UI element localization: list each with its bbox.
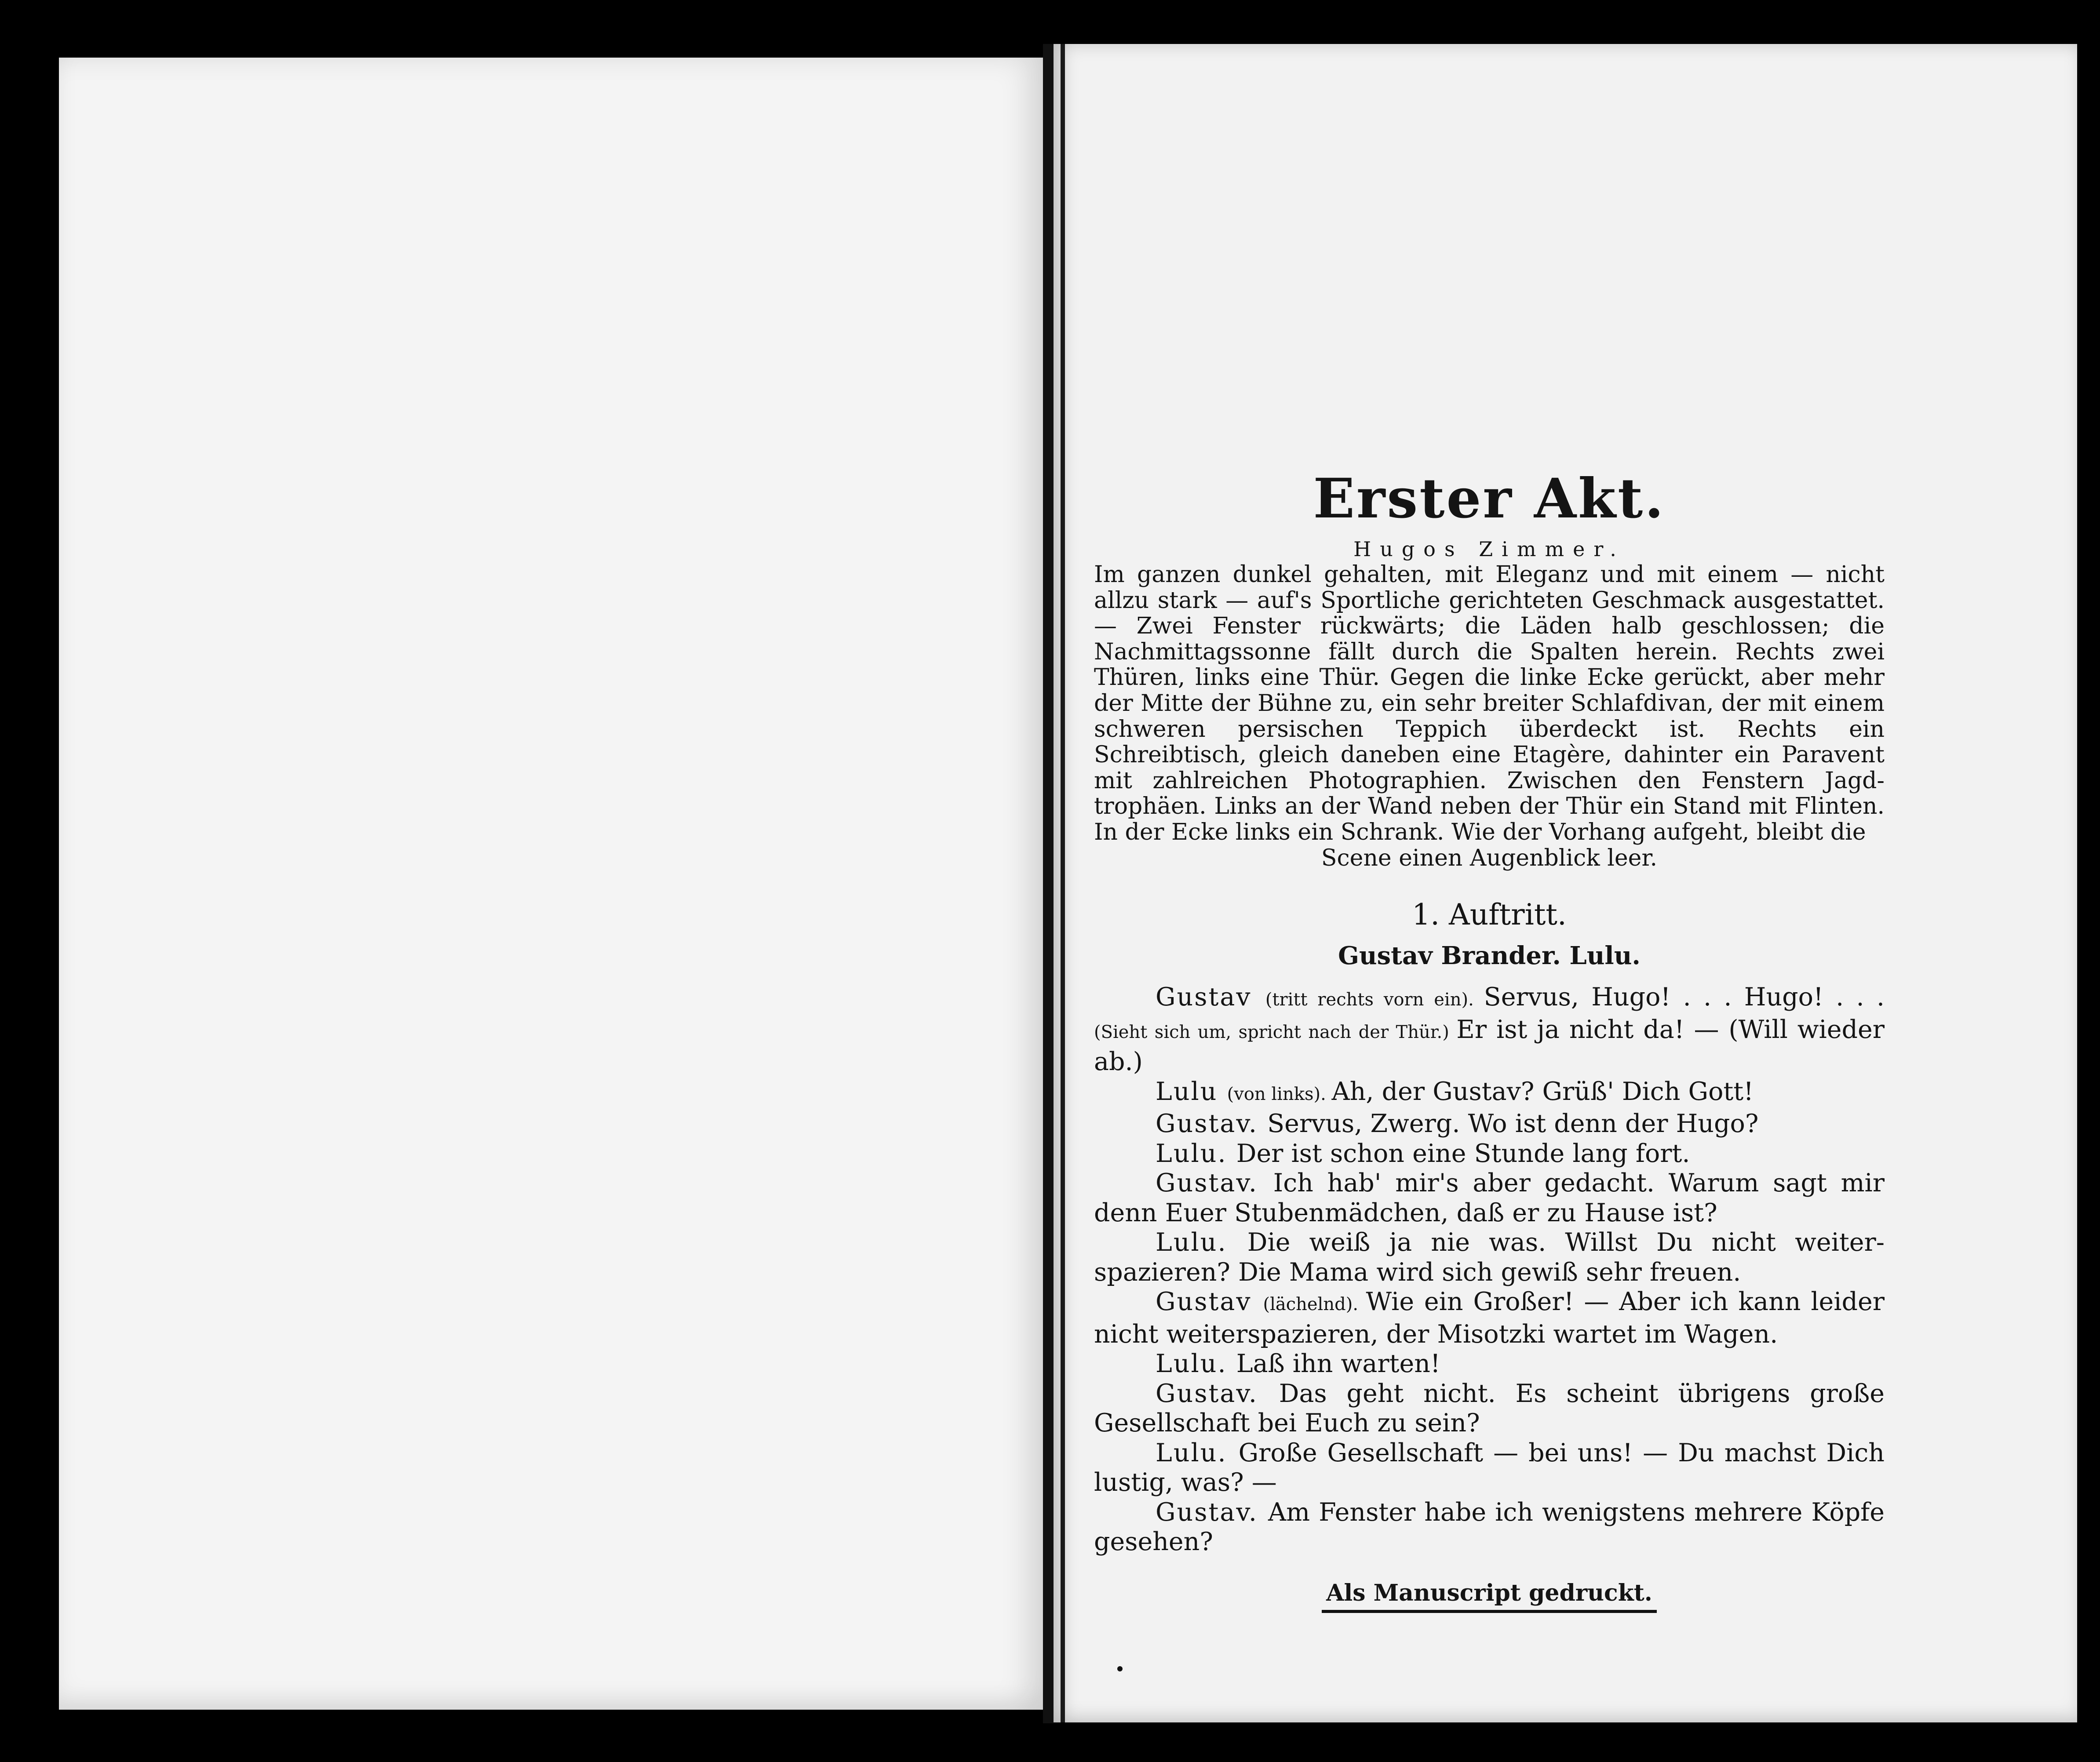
stage-line: In der Ecke links ein Schrank. Wie der Vorhang aufgeht, bleibt die	[1094, 819, 1866, 845]
scene-title: Hugos Zimmer.	[1353, 537, 1625, 561]
speaker: Gustav.	[1156, 1109, 1268, 1139]
stage-line: Scene einen Augenblick leer.	[1321, 845, 1658, 871]
stage-line: die Spalten herein. Rechts zwei Thüren, links eine Thür. Gegen die	[1094, 638, 1885, 691]
speaker: Lulu.	[1156, 1228, 1247, 1257]
speech: Er ist ja nicht da! — (Will wieder ab.)	[1094, 1015, 1885, 1077]
speech: Ich hab' mir's aber gedacht. Warum sagt mir denn Euer Stubenmädchen, daß er zu Hause ist?	[1094, 1169, 1885, 1227]
dialogue-line	[1094, 1139, 1885, 1169]
binding-edge	[1061, 44, 1065, 1722]
speech: Die weiß ja nie was. Willst Du nicht weiter-spazieren? Die Mama wird sich gewiß sehr freuen.	[1094, 1228, 1885, 1287]
speech: Ah, der Gustav? Grüß' Dich Gott!	[1331, 1077, 1754, 1106]
speech: Servus, Zwerg. Wo ist denn der Hugo?	[1267, 1109, 1759, 1139]
stage-note: (lächelnd).	[1263, 1294, 1366, 1315]
speech: Laß ihn warten!	[1236, 1349, 1440, 1379]
speaker: Lulu	[1156, 1077, 1227, 1106]
speaker: Lulu.	[1156, 1349, 1236, 1379]
dialogue-line	[1094, 1287, 1885, 1349]
stage-line: trophäen. Links an der Wand neben der Thür ein Stand mit Flinten.	[1094, 793, 1885, 820]
speech: Servus, Hugo! . . . Hugo! . . .	[1484, 983, 1885, 1012]
stage-line: Im ganzen dunkel gehalten, mit Eleganz und mit einem — nicht allzu	[1094, 561, 1885, 614]
speaker: Gustav	[1156, 983, 1265, 1012]
book-gutter	[1043, 44, 1054, 1723]
speaker: Gustav.	[1156, 1169, 1273, 1198]
dialogue-line	[1094, 1498, 1885, 1557]
speaker: Gustav	[1156, 1287, 1263, 1317]
stage-line: Rechts ein Schreibtisch, gleich daneben eine Etagère, dahinter ein	[1094, 716, 1885, 768]
act-title: Erster Akt.	[1313, 467, 1666, 531]
dialogue-line	[1094, 1169, 1885, 1228]
stage-line: stark — auf's Sportliche gerichteten Geschmack ausgestattet. — Zwei Fenster	[1094, 587, 1885, 640]
dialogue-line	[1094, 1379, 1885, 1438]
stage-line: Schlafdivan, der mit einem schweren persischen Teppich überdeckt ist.	[1094, 690, 1885, 743]
stage-note: (Sieht sich um, spricht nach der Thür.)	[1094, 1022, 1457, 1042]
right-page	[1054, 44, 2077, 1722]
print-speck	[1117, 1666, 1123, 1671]
imprint-notice	[1094, 1579, 1885, 1613]
dialogue-line	[1094, 1228, 1885, 1287]
scene-number: 1. Auftritt.	[1412, 898, 1567, 932]
dialogue-line	[1094, 1438, 1885, 1498]
speech: Das geht nicht. Es scheint übrigens große Gesellschaft bei Euch zu sein?	[1094, 1379, 1885, 1438]
dialogue-line	[1094, 983, 1885, 1077]
stage-note: (von links).	[1227, 1084, 1332, 1104]
stage-line: linke Ecke gerückt, aber mehr der Mitte der Bühne zu, ein sehr breiter	[1094, 664, 1885, 717]
left-blank-page	[59, 58, 1043, 1710]
stage-note: (tritt rechts vorn ein).	[1265, 990, 1484, 1010]
stage-direction	[1094, 562, 1885, 871]
speaker: Lulu.	[1156, 1438, 1239, 1467]
speech: Wie ein Großer! — Aber ich kann leider nicht weiterspazieren, der Misotzki wartet im Wagen.	[1094, 1287, 1885, 1349]
speech: Große Gesellschaft — bei uns! — Du machst Dich lustig, was? —	[1094, 1438, 1885, 1497]
speaker: Gustav.	[1156, 1379, 1279, 1408]
speaker: Gustav.	[1156, 1497, 1268, 1527]
speech: Der ist schon eine Stunde lang fort.	[1236, 1139, 1690, 1168]
dialogue-line	[1094, 1077, 1885, 1110]
dialogue	[1094, 983, 1885, 1557]
dialogue-line	[1094, 1109, 1885, 1139]
stage-line: rückwärts; die Läden halb geschlossen; die Nachmittagssonne fällt durch	[1094, 613, 1885, 665]
speech: Am Fenster habe ich wenigstens mehrere Köpfe gesehen?	[1094, 1497, 1885, 1557]
dialogue-line	[1094, 1349, 1885, 1379]
speaker: Lulu.	[1156, 1139, 1236, 1168]
page-content	[1094, 404, 1885, 1613]
stage-line: Paravent mit zahlreichen Photographien. Zwischen den Fenstern Jagd-	[1094, 742, 1885, 794]
persons-line: Gustav Brander. Lulu.	[1338, 941, 1641, 971]
imprint-text: Als Manuscript gedruckt.	[1322, 1579, 1657, 1613]
